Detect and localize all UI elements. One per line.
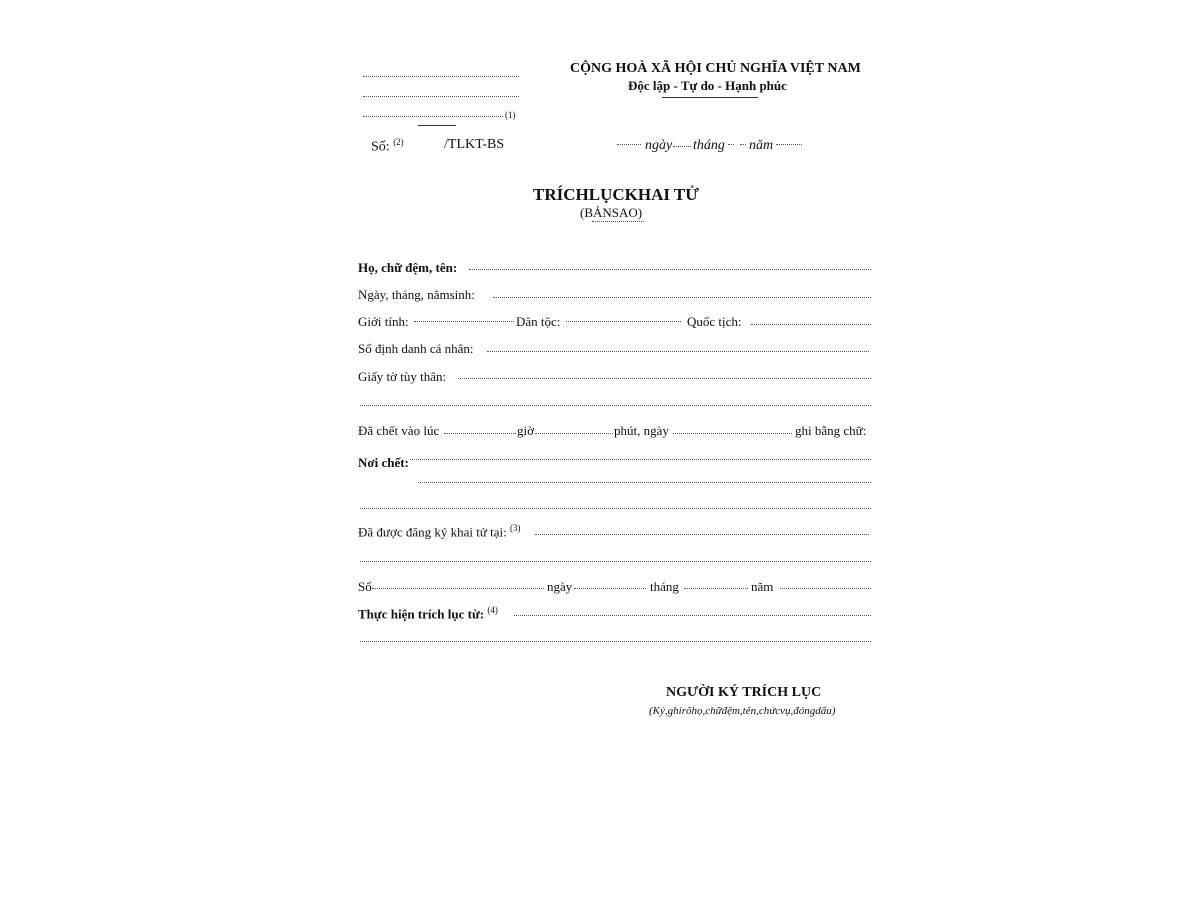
date-day-dots [673,146,691,147]
field-label-gioi-tinh: Giới tính: [358,314,409,329]
field-label-nam: năm [751,579,774,594]
agency-line-1 [363,76,519,77]
field-line-thang [684,588,748,589]
date-month-dots [728,144,734,145]
agency-footnote-marker: (1) [505,110,516,120]
date-thang-label: tháng [693,138,725,153]
field-line-ho-ten [469,269,871,270]
field-line-dang-ky [535,534,869,535]
field-label-thuc-hien [358,605,498,622]
field-line-noi-chet-2 [418,482,871,483]
document-number-suffix: /TLKT-BS [444,137,505,152]
field-line-hour [444,433,516,434]
so-footnote-marker: (2) [393,137,404,147]
signature-title: NGƯỜI KÝ TRÍCH LỤC [666,685,822,700]
field-line-noi-chet-3 [360,508,871,509]
field-label-so: Số [358,579,372,594]
document-title: TRÍCHLỤCKHAI TỬ [533,185,699,204]
field-label-quoc-tich: Quốc tịch: [687,314,742,329]
field-line-giay-to [458,378,871,379]
thuc-hien-footnote-marker: (4) [487,605,498,615]
field-line-nam [780,588,871,589]
field-label-ngay: ngày [547,579,573,594]
signature-note: (Ký,ghirõhọ,chữđệm,tên,chứcvụ,đóngdấu) [649,705,836,717]
field-line-thuc-hien-2 [360,641,871,642]
field-label-ho-ten: Họ, chữ đệm, tên: [358,260,458,275]
field-line-gioi-tinh [414,321,514,322]
place-dots [617,144,641,145]
field-line-dang-ky-2 [360,561,871,562]
field-line-thuc-hien [514,615,871,616]
field-label-thang: tháng [650,579,679,594]
date-month-dots-2 [740,144,746,145]
field-line-death-date [673,433,792,434]
thuc-hien-text: Thực hiện trích lục từ: [358,606,485,622]
field-label-giay-to: Giấy tờ tùy thân: [358,369,447,384]
agency-underline [418,125,456,126]
agency-line-2 [363,96,519,97]
field-line-so-dinh-danh [487,351,869,352]
field-label-dan-toc: Dân tộc: [516,314,561,329]
national-motto: Độc lập - Tự do - Hạnh phúc [628,78,787,93]
subtitle-underline [592,221,644,222]
motto-underline [662,97,758,98]
country-name: CỘNG HOÀ XÃ HỘI CHỦ NGHĨA VIỆT NAM [570,61,861,76]
date-year-dots [776,144,802,145]
field-label-gio: giờ [517,423,534,438]
date-ngay-label: ngày [645,138,673,153]
field-label-so-dinh-danh: Số định danh cá nhân: [358,341,474,356]
document-number [371,137,404,156]
field-line-giay-to-2 [360,405,871,406]
field-line-minute [535,433,613,434]
field-label-ngay-sinh: Ngày, tháng, nămsinh: [358,287,475,302]
dang-ky-text: Đã được đăng ký khai tử tại: [358,524,507,540]
field-label-noi-chet: Nơi chết: [358,455,409,470]
field-label-phut-ngay: phút, ngày [614,423,669,438]
field-label-dang-ky [358,523,521,540]
agency-line-3 [363,116,503,117]
field-label-ghi-bang-chu: ghi bằng chữ: [795,423,867,438]
so-label: Số: [371,139,390,155]
field-line-so [372,588,544,589]
dang-ky-footnote-marker: (3) [510,523,521,533]
field-line-noi-chet [410,459,871,460]
field-line-ngay [574,588,646,589]
date-nam-label: năm [749,138,774,153]
field-line-ngay-sinh [493,297,871,298]
field-line-quoc-tich [751,324,871,325]
field-label-da-chet: Đã chết vào lúc [358,423,440,438]
field-line-dan-toc [566,321,681,322]
document-subtitle: (BẢNSAO) [580,205,643,220]
